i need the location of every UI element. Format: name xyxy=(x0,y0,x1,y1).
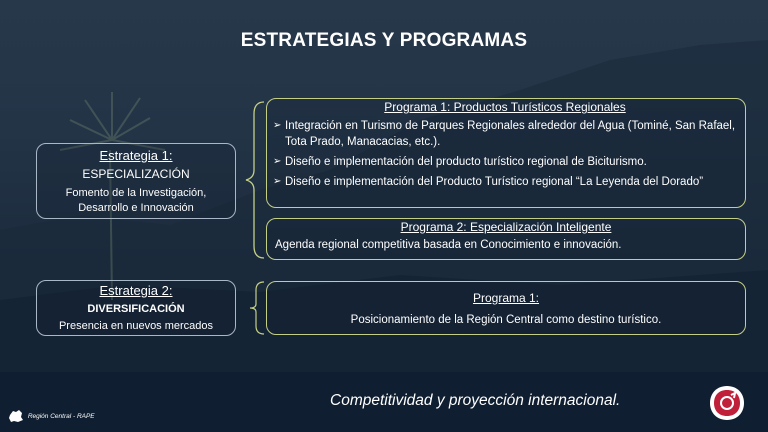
footer-org xyxy=(8,409,95,423)
footer-tagline: Competitividad y proyección internacional. xyxy=(330,392,621,409)
strategy-2-description: Presencia en nuevos mercados xyxy=(58,320,214,332)
list-item-text: Integración en Turismo de Parques Regionales alrededor del Agua (Tominé, San Rafael, Tota Prado, Manacacias, etc.). xyxy=(285,120,736,148)
strategy-1-heading: Estrategia 1: xyxy=(99,148,173,163)
program-1-strategy-2-heading: Programa 1: xyxy=(472,291,540,305)
list-item xyxy=(273,118,737,150)
strategy-2-box xyxy=(36,280,236,336)
region-map-icon xyxy=(8,409,24,423)
strategy-2-heading: Estrategia 2: xyxy=(99,283,173,298)
arrow-bullet-icon: ➢ xyxy=(273,156,282,167)
program-2-heading: Programa 2: Especialización Inteligente xyxy=(400,220,612,234)
program-1-list xyxy=(273,118,737,190)
list-item xyxy=(273,174,737,190)
strategy-2-name: DIVERSIFICACIÓN xyxy=(87,303,185,315)
page-title: ESTRATEGIAS Y PROGRAMAS xyxy=(240,30,528,51)
list-item-text: Diseño e implementación del producto turístico regional de Biciturismo. xyxy=(285,156,647,168)
strategy-1-description-line: Desarrollo e Innovación xyxy=(78,202,194,214)
arrow-bullet-icon: ➢ xyxy=(273,176,282,187)
program-2-text: Agenda regional competitiva basada en Conocimiento e innovación. xyxy=(275,239,622,251)
strategy-1-description-line: Fomento de la Investigación, xyxy=(65,187,207,199)
list-item-text: Diseño e implementación del Producto Turístico regional “La Leyenda del Dorado” xyxy=(285,176,704,188)
arrow-bullet-icon: ➢ xyxy=(273,120,282,131)
program-2-box xyxy=(266,218,746,260)
rape-logo-icon xyxy=(707,383,747,423)
list-item xyxy=(273,154,737,170)
strategy-1-name: ESPECIALIZACIÓN xyxy=(82,167,190,181)
strategy-1-box xyxy=(36,143,236,219)
program-1-strategy-2-box xyxy=(266,281,746,335)
footer-org-label: Región Central - RAPE xyxy=(27,412,95,420)
strategy-1-description xyxy=(37,186,235,216)
program-1-heading: Programa 1: Productos Turísticos Regionales xyxy=(384,100,626,114)
strategy-2-brace xyxy=(244,280,268,336)
program-1-strategy-2-text: Posicionamiento de la Región Central como destino turístico. xyxy=(350,314,662,326)
strategy-1-brace xyxy=(238,100,268,260)
program-1-box xyxy=(266,98,746,208)
